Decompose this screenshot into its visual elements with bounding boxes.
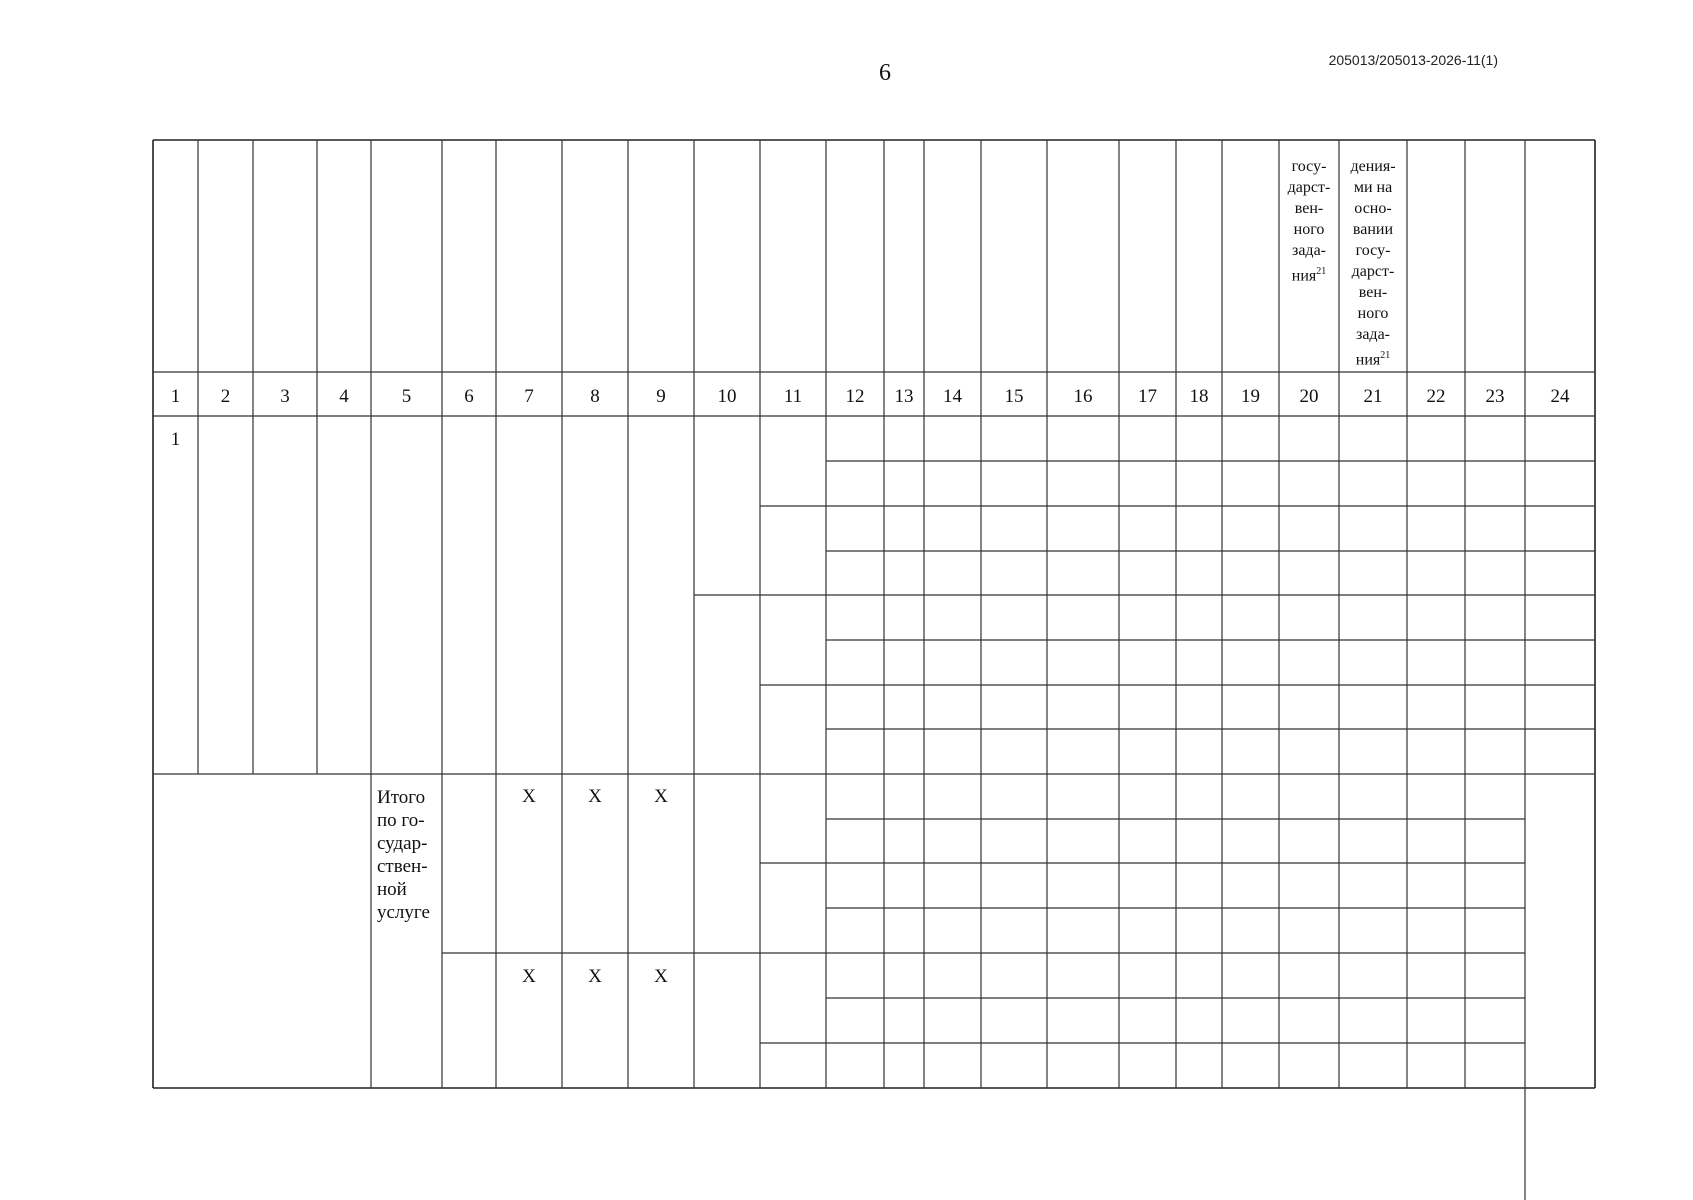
column-number: 19	[1241, 386, 1260, 407]
column-number: 22	[1426, 386, 1446, 407]
column-number: 3	[280, 386, 290, 407]
column-number: 20	[1299, 386, 1319, 407]
column-number: 13	[894, 386, 914, 407]
column-number: 6	[464, 386, 474, 407]
column-number: 17	[1138, 386, 1157, 407]
column-number: 9	[656, 386, 666, 407]
column-number: 1	[170, 386, 181, 407]
x-mark: X	[522, 966, 536, 987]
column-number: 11	[783, 386, 803, 407]
column-number: 14	[943, 386, 962, 407]
header-note-col20-text: госу- дарст- вен- ного зада- ния	[1287, 158, 1331, 285]
column-number: 16	[1073, 386, 1093, 407]
column-number: 15	[1004, 386, 1024, 407]
column-number: 10	[717, 386, 737, 407]
header-note-col21-text: дения- ми на осно- вании госу- дарст- вен- ного зада- ния	[1350, 158, 1396, 369]
total-label: Итого по го- судар- ствен- ной услуге	[377, 787, 430, 923]
x-mark: X	[522, 786, 536, 807]
column-number: 8	[590, 386, 600, 407]
row-number: 1	[170, 429, 181, 450]
page-number: 6	[879, 60, 891, 86]
x-mark: X	[654, 786, 668, 807]
footnote-mark: 21	[1316, 266, 1327, 277]
column-number: 7	[524, 386, 534, 407]
column-number: 23	[1485, 386, 1505, 407]
header-note-col21	[1339, 156, 1407, 370]
column-number: 18	[1189, 386, 1209, 407]
header-note-col20	[1279, 156, 1339, 286]
x-mark: X	[588, 786, 602, 807]
column-number: 12	[845, 386, 865, 407]
document-code: 205013/205013-2026-11(1)	[1328, 52, 1498, 68]
column-number: 4	[339, 386, 349, 407]
column-number: 2	[220, 386, 231, 407]
x-mark: X	[588, 966, 602, 987]
column-number: 21	[1363, 386, 1383, 407]
column-number: 5	[401, 386, 412, 407]
x-mark: X	[654, 966, 668, 987]
footnote-mark: 21	[1380, 350, 1391, 361]
column-number: 24	[1550, 386, 1570, 407]
